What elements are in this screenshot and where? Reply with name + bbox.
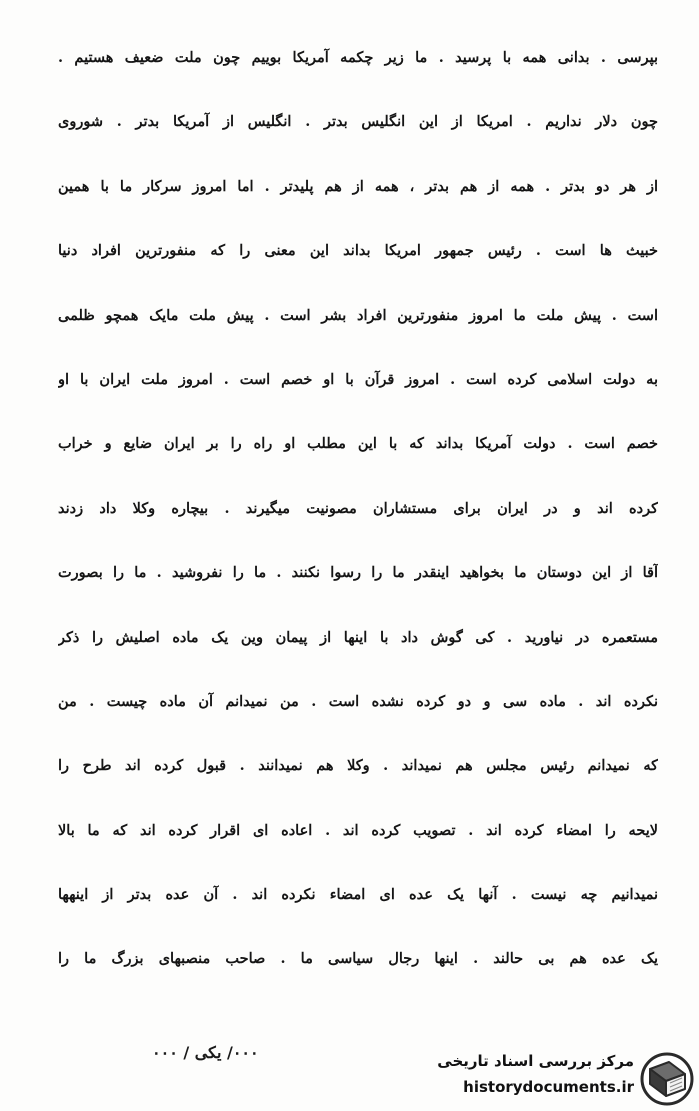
- text-line-15: یک عده هم بی حالند . اینها رجال سیاسی ما . صاحب منصبهای بزرگ ما را: [58, 950, 658, 968]
- text-line-3: از هر دو بدتر . همه از هم بدتر ، همه از هم پلیدتر . اما امروز سرکار ما با همین: [58, 177, 658, 195]
- watermark-url: historydocuments.ir: [463, 1078, 634, 1096]
- text-line-9: آقا از این دوستان ما بخواهید اینقدر ما را رسوا نکنند . ما را نفروشید . ما را بصورت: [58, 564, 658, 582]
- watermark: [412, 1048, 694, 1108]
- text-line-6: به دولت اسلامی کرده است . امروز قرآن با او خصم است . امروز ملت ایران با او: [58, 370, 658, 388]
- text-line-5: است . پیش ملت ما امروز منفورترین افراد بشر است . پیش ملت مایک همچو ظلمی: [58, 306, 658, 324]
- archive-logo-icon: [640, 1052, 694, 1106]
- text-line-11: نکرده اند . ماده سی و دو کرده نشده است . من نمیدانم آن ماده چیست . من: [58, 692, 658, 710]
- text-line-8: کرده اند و در ایران برای مستشاران مصونیت میگیرند . بیچاره وکلا داد زدند: [58, 499, 658, 517]
- text-line-1: بپرسی . بدانی همه با پرسید . ما زیر چکمه آمریکا بوییم چون ملت ضعیف هستیم .: [58, 49, 658, 66]
- text-line-2: چون دلار نداریم . امریکا از این انگلیس بدتر . انگلیس از آمریکا بدتر . شوروی: [58, 113, 658, 131]
- text-line-13: لایحه را امضاء کرده اند . تصویب کرده اند . اعاده ای اقرار کرده اند که ما بالا: [58, 821, 658, 839]
- page-number: ۰۰۰/ یکی / ۰۰۰: [152, 1043, 259, 1062]
- text-line-7: خصم است . دولت آمریکا بداند که با این مطلب او راه را بر ایران ضایع و خراب: [58, 435, 658, 453]
- watermark-title: مرکز بررسی اسناد تاریخی: [437, 1052, 634, 1070]
- text-line-4: خبیث ها است . رئیس جمهور امریکا بداند این معنی را که منفورترین افراد دنیا: [58, 242, 658, 260]
- document-text: [58, 38, 658, 1004]
- text-line-14: نمیدانیم چه نیست . آنها یک عده ای امضاء نکرده اند . آن عده بدتر از اینهها: [58, 886, 658, 904]
- text-line-12: که نمیدانم رئیس مجلس هم نمیداند . وکلا هم نمیدانند . قبول کرده اند طرح را: [58, 757, 658, 775]
- text-line-10: مستعمره در نیاورید . کی گوش داد با اینها از پیمان وین یک ماده اصلیش را ذکر: [58, 628, 658, 646]
